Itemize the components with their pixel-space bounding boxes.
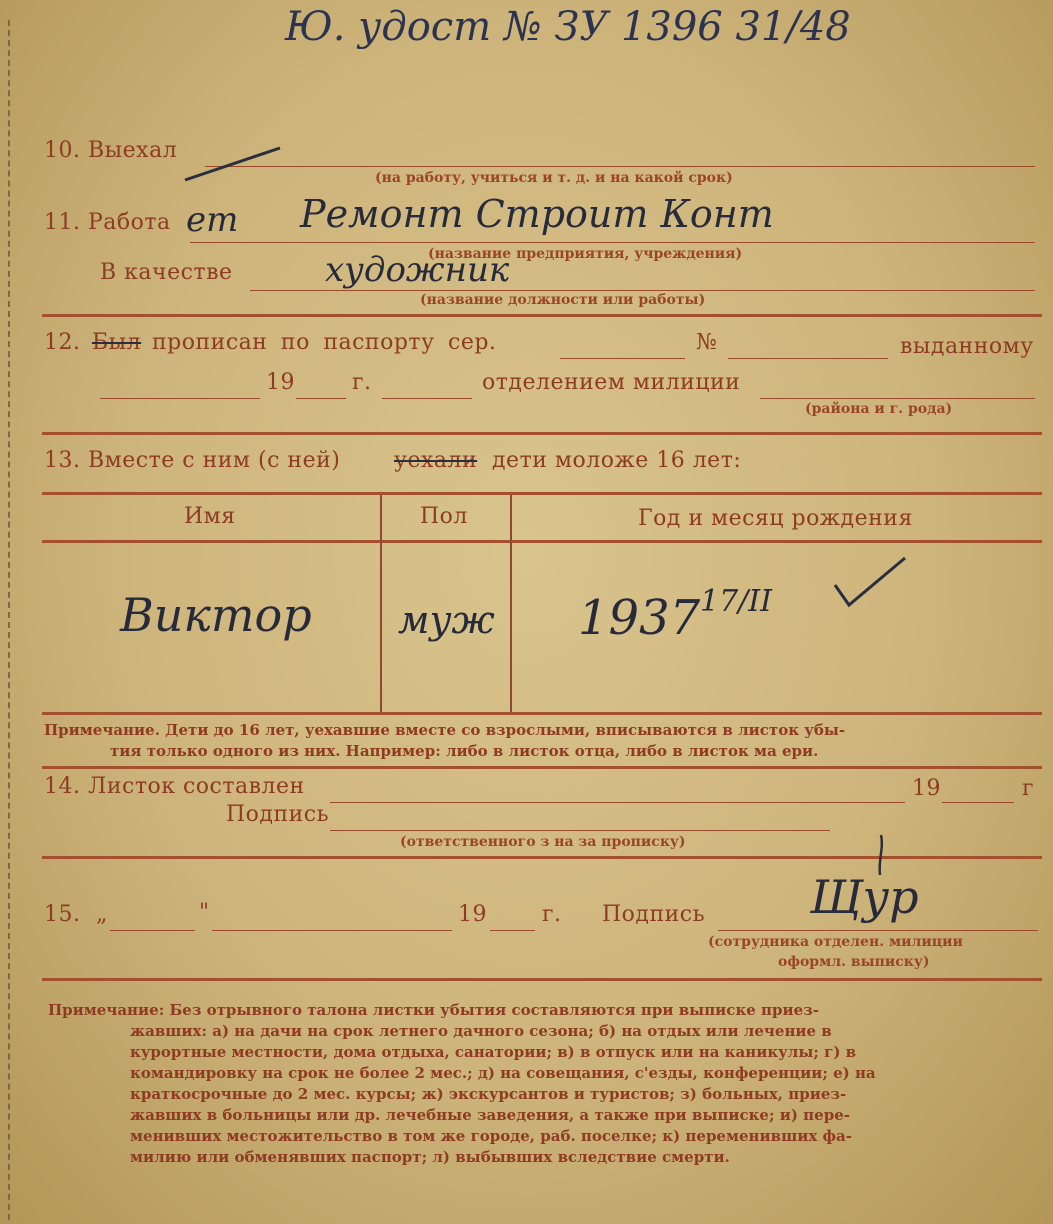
- footer-note-line: Примечание: Без отрывного талона листки убытия составляются при выписке приез-: [48, 1001, 819, 1019]
- column-header-name: Имя: [184, 504, 236, 529]
- table-row-birth-fraction: 17/II: [700, 584, 772, 619]
- column-header-sex: Пол: [420, 504, 468, 529]
- field-10-dash-stroke: [180, 140, 290, 190]
- field-13-text-start: 13. Вместе с ним (с ней): [44, 448, 341, 473]
- footer-note-line: милию или обменявших паспорт; л) выбывших вследствие смерти.: [130, 1148, 730, 1166]
- field-15-year-line: [490, 930, 535, 931]
- table-top-rule: [42, 492, 1042, 495]
- field-12-struck: Был: [92, 330, 142, 355]
- series-line: [560, 358, 685, 359]
- footer-note-line: менивших местожительство в том же городе, раб. поселке; к) переменивших фа-: [130, 1127, 852, 1145]
- field-15-quote-open: „: [96, 902, 108, 927]
- field-14-label: 14. Листок составлен: [44, 774, 305, 799]
- role-line: [250, 290, 1035, 291]
- section-rule: [42, 314, 1042, 317]
- role-caption: (название должности или работы): [420, 292, 706, 308]
- section-rule: [42, 766, 1042, 769]
- field-12-caption: (района и г. рода): [805, 401, 953, 417]
- field-13-struck: уехали: [394, 448, 478, 473]
- field-11-suffix: ет: [186, 200, 239, 240]
- field-14-sign-line: [330, 830, 830, 831]
- field-14-g: г: [1022, 776, 1035, 801]
- field-10-caption: (на работу, учиться и т. д. и на какой срок): [375, 170, 733, 186]
- field-12-issued: выданному: [900, 334, 1034, 359]
- field-15-day-line: [110, 930, 195, 931]
- date-line-1: [100, 398, 260, 399]
- field-15-month-line: [212, 930, 452, 931]
- field-12-year: 19: [266, 370, 295, 395]
- role-value: художник: [325, 250, 510, 290]
- check-mark: [825, 550, 915, 620]
- column-header-birth: Год и месяц рождения: [638, 506, 913, 531]
- workplace-value: Ремонт Строит Конт: [300, 192, 774, 236]
- field-10-label: 10. Выехал: [44, 138, 178, 163]
- field-12-militia: отделением милиции: [482, 370, 741, 395]
- field-15-caption-1: (сотрудника отделен. милиции: [708, 934, 963, 950]
- field-11-caption: (название предприятия, учреждения): [428, 246, 743, 262]
- footer-note-line: жавших в больницы или др. лечебные заведения, а также при выписке; и) пере-: [130, 1106, 850, 1124]
- table-row-birth: 1937: [578, 590, 701, 646]
- number-line: [728, 358, 888, 359]
- table-note-2: тия только одного из них. Например: либо в листок отца, либо в листок ма ери.: [110, 742, 819, 760]
- footer-note-line: командировку на срок не более 2 мес.; д) на совещания, с'езды, конференции; е) на: [130, 1064, 876, 1082]
- field-14-sign-label: Подпись: [226, 802, 330, 827]
- table-note-1: Примечание. Дети до 16 лет, уехавшие вместе со взрослыми, вписываются в листок убы-: [44, 721, 846, 739]
- date-line-3: [382, 398, 472, 399]
- field-14-year: 19: [912, 776, 941, 801]
- field-10-line: [205, 166, 1035, 167]
- field-11-line: [190, 242, 1035, 243]
- table-row-name: Виктор: [120, 588, 312, 642]
- section-rule: [42, 432, 1042, 435]
- table-divider-2: [510, 495, 512, 713]
- footer-note-line: жавших: а) на дачи на срок летнего дачного сезона; б) на отдых или лечение в: [130, 1022, 832, 1040]
- field-12-text: прописан по паспорту сер.: [152, 330, 497, 355]
- field-15-quote-close: ": [199, 900, 210, 925]
- field-12-no: №: [696, 330, 718, 355]
- footer-note-line: курортные местности, дома отдыха, санатории; в) в отпуск или на каникулы; г) в: [130, 1043, 857, 1061]
- officer-signature: Щур: [810, 870, 919, 924]
- role-label: В качестве: [100, 260, 233, 285]
- field-14-year-line: [942, 802, 1014, 803]
- field-12-g: г.: [352, 370, 372, 395]
- date-line-2: [296, 398, 346, 399]
- table-header-rule: [42, 540, 1042, 543]
- table-row-sex: муж: [398, 598, 495, 642]
- field-15-sign-label: Подпись: [602, 902, 706, 927]
- field-15-g: г.: [542, 902, 562, 927]
- field-13-text-end: дети моложе 16 лет:: [492, 448, 742, 473]
- section-rule: [42, 978, 1042, 981]
- field-15-year: 19: [458, 902, 487, 927]
- field-15-caption-2: оформл. выписку): [778, 954, 930, 970]
- footer-note-line: краткосрочные до 2 мес. курсы; ж) экскурсантов и туристов; з) больных, приез-: [130, 1085, 847, 1103]
- field-14-line: [330, 802, 905, 803]
- handwritten-header: Ю. удост № ЗУ 1396 31/48: [285, 4, 851, 50]
- field-14-caption: (ответственного з на за прописку): [400, 834, 686, 850]
- perforation-edge: [8, 20, 10, 1220]
- signature-flourish: [850, 830, 910, 880]
- militia-line: [760, 398, 1035, 399]
- table-bottom-rule: [42, 712, 1042, 715]
- field-15-sign-line: [718, 930, 1038, 931]
- field-12-number: 12.: [44, 330, 81, 355]
- field-15-label: 15.: [44, 902, 81, 927]
- field-11-label: 11. Работа: [44, 210, 171, 235]
- table-divider-1: [380, 495, 382, 713]
